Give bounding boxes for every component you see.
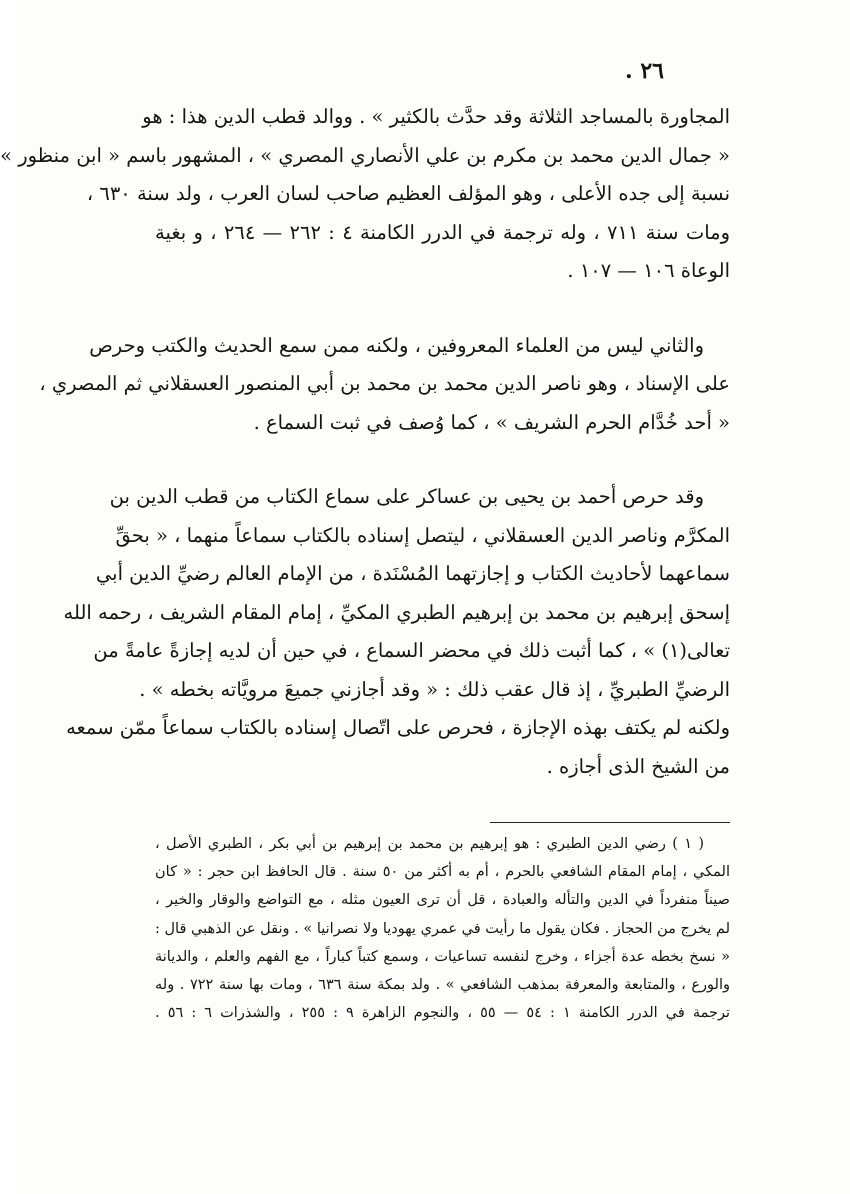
paragraph-2-line-1: والثاني ليس من العلماء المعروفين ، ولكنه ممن سمع الحديث والكتب وحرص <box>89 333 704 357</box>
paragraph-1-line-4: ومات سنة ٧١١ ، وله ترجمة في الدرر الكامنة ٤ : ٢٦٢ — ٢٦٤ ، و بغية <box>155 220 730 244</box>
paragraph-1-line-1: المجاورة بالمساجد الثلاثة وقد حدَّث بالكثير » . ووالد قطب الدين هذا : هو <box>142 105 730 128</box>
footnote-line-1: ( ١ ) رضي الدين الطبري : هو إبرهيم بن محمد بن إبرهيم بن أبي بكر ، الطبري الأصل ، <box>155 836 704 852</box>
footnote-line-2: المكي ، إمام المقام الشافعي بالحرم ، أم به أكثر من ٥٠ سنة . قال الحافظ ابن حجر : « كان <box>155 864 730 881</box>
main-text <box>0 98 730 786</box>
paragraph-3-line-2: المكرَّم وناصر الدين العسقلاني ، ليتصل إسناده بالكتاب سماعاً منهما ، « بحقِّ <box>115 523 730 547</box>
paragraph-1-line-5: الوعاة ١٠٦ — ١٠٧ . <box>567 259 730 282</box>
paragraph-2-line-2: على الإسناد ، وهو ناصر الدين محمد بن محمد بن أبي المنصور العسقلاني ثم المصري ، <box>39 372 730 395</box>
paragraph-3-line-1: وقد حرص أحمد بن يحيى بن عساكر على سماع الكتاب من قطب الدين بن <box>109 485 704 508</box>
footnote-block <box>155 830 730 1027</box>
paragraph-3-line-4: إسحق إبرهيم بن محمد بن إبرهيم الطبري المكيِّ ، إمام المقام الشريف ، رحمه الله <box>63 600 730 624</box>
paragraph-3-line-5: تعالى(١) » ، كما أثبت ذلك في محضر السماع ، في حين أن لديه إجازةً عامةً من <box>93 639 730 662</box>
paragraph-2-line-3: « أحد خُدَّام الحرم الشريف » ، كما وُصف في ثبت السماع . <box>253 410 730 434</box>
paragraph-3-line-8: من الشيخ الذى أجازه . <box>546 754 730 778</box>
paragraph-1-line-2: « جمال الدين محمد بن مكرم بن علي الأنصاري المصري » ، المشهور باسم « ابن منظور » <box>0 143 730 167</box>
footnote-line-7: ترجمة في الدرر الكامنة ١ : ٥٤ — ٥٥ ، والنجوم الزاهرة ٩ : ٢٥٥ ، والشذرات ٦ : ٥٦ . <box>155 1005 731 1022</box>
footnote-line-4: لم يخرج من الحجاز . فكان يقول ما رأيت في عمري يهوديا ولا نصرانيا » . ونقل عن الذهبي قال : <box>155 920 730 937</box>
paragraph-gap <box>155 442 730 478</box>
page-number: ٢٦ . <box>625 58 664 84</box>
footnote-line-6: والورع ، والمتابعة والمعرفة بمذهب الشافعي » . ولد بمكة سنة ٦٣٦ ، ومات بها سنة ٧٢٢ . وله <box>155 976 730 993</box>
footnote-line-3: صيناً منفرداً في الدين والتأله والعبادة ، قل أن ترى العيون مثله ، مع التواضع والوقار والخير ، <box>155 892 730 909</box>
footnote-line-5: « نسخ بخطه عدة أجزاء ، وخرج لنفسه تساعيات ، وسمع كتباً كباراً ، مع الفهم والعلم ، والديانة <box>155 948 730 965</box>
paragraph-3-line-3: سماعهما لأحاديث الكتاب و إجازتهما المُسْنَدة ، من الإمام العالم رضيِّ الدين أبي <box>95 562 730 585</box>
paragraph-3-line-6: الرضيِّ الطبريِّ ، إذ قال عقب ذلك : « وقد أجازني جميعَ مرويَّاته بخطه » . <box>139 677 730 701</box>
paragraph-1-line-3: نسبة إلى جده الأعلى ، وهو المؤلف العظيم صاحب لسان العرب ، ولد سنة ٦٣٠ ، <box>86 182 730 205</box>
paragraph-gap <box>155 291 730 327</box>
paragraph-3-line-7: ولكنه لم يكتف بهذه الإجازة ، فحرص على اتّصال إسناده بالكتاب سماعاً ممّن سمعه <box>66 716 730 739</box>
footnote-separator <box>490 822 730 823</box>
